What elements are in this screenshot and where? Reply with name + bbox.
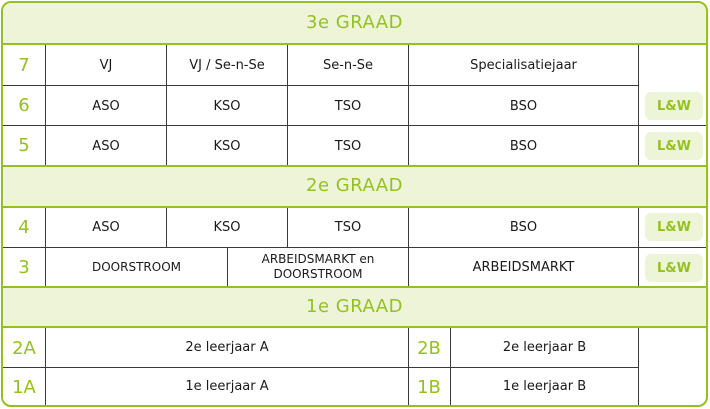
education-structure-diagram bbox=[1, 1, 708, 407]
row6-cell-tso: TSO bbox=[334, 98, 362, 114]
row5-number: 5 bbox=[18, 135, 30, 156]
row5-cell-bso: BSO bbox=[509, 138, 538, 154]
row2a-cell: 2e leerjaar A bbox=[185, 340, 269, 355]
row1a-cell: 1e leerjaar A bbox=[185, 379, 269, 394]
row3-lw-badge: L&W bbox=[645, 254, 703, 282]
row7-cell-senese: Se-n-Se bbox=[322, 57, 374, 73]
row5-lw-badge: L&W bbox=[645, 132, 703, 160]
row1b-cell: 1e leerjaar B bbox=[502, 379, 587, 394]
row2b-number: 2B bbox=[417, 338, 441, 359]
row4-cell-aso: ASO bbox=[92, 220, 120, 235]
row7-cell-vj: VJ bbox=[99, 57, 113, 73]
graad2-title: 2e GRAAD bbox=[306, 175, 403, 196]
row2a-number: 2A bbox=[12, 338, 36, 359]
row3-number: 3 bbox=[18, 257, 30, 278]
row3-cell-doorstroom: DOORSTROOM bbox=[92, 259, 181, 274]
row4-cell-kso: KSO bbox=[213, 220, 241, 235]
row7-cell-vj-senese: VJ / Se-n-Se bbox=[189, 57, 265, 73]
row2b-cell: 2e leerjaar B bbox=[502, 340, 587, 355]
row7-number: 7 bbox=[18, 55, 30, 76]
row4-cell-tso: TSO bbox=[334, 220, 362, 235]
row6-number: 6 bbox=[18, 95, 30, 116]
row5-cell-aso: ASO bbox=[92, 138, 120, 154]
row3-cell-arbeidsmarkt: ARBEIDSMARKT bbox=[472, 259, 575, 275]
row1a-number: 1A bbox=[12, 377, 36, 398]
graad1-title: 1e GRAAD bbox=[306, 296, 403, 317]
row3-cell-arbeidsmarkt-en-line1: ARBEIDSMARKT en bbox=[261, 252, 375, 266]
row5-cell-tso: TSO bbox=[334, 138, 362, 154]
row1b-number: 1B bbox=[417, 377, 441, 398]
row6-cell-bso: BSO bbox=[509, 98, 538, 114]
row7-cell-specialisatiejaar: Specialisatiejaar bbox=[470, 57, 577, 73]
row4-lw-badge: L&W bbox=[645, 213, 703, 241]
row6-lw-badge: L&W bbox=[645, 92, 703, 120]
row6-cell-aso: ASO bbox=[92, 98, 120, 114]
row6-cell-kso: KSO bbox=[213, 98, 241, 114]
row5-cell-kso: KSO bbox=[213, 138, 241, 154]
row4-number: 4 bbox=[18, 217, 30, 238]
graad3-title: 3e GRAAD bbox=[306, 12, 403, 33]
row3-cell-arbeidsmarkt-en-line2: DOORSTROOM bbox=[273, 267, 363, 281]
row3-cell-arbeidsmarkt-en-doorstroom bbox=[228, 248, 408, 286]
row4-cell-bso: BSO bbox=[509, 220, 538, 235]
